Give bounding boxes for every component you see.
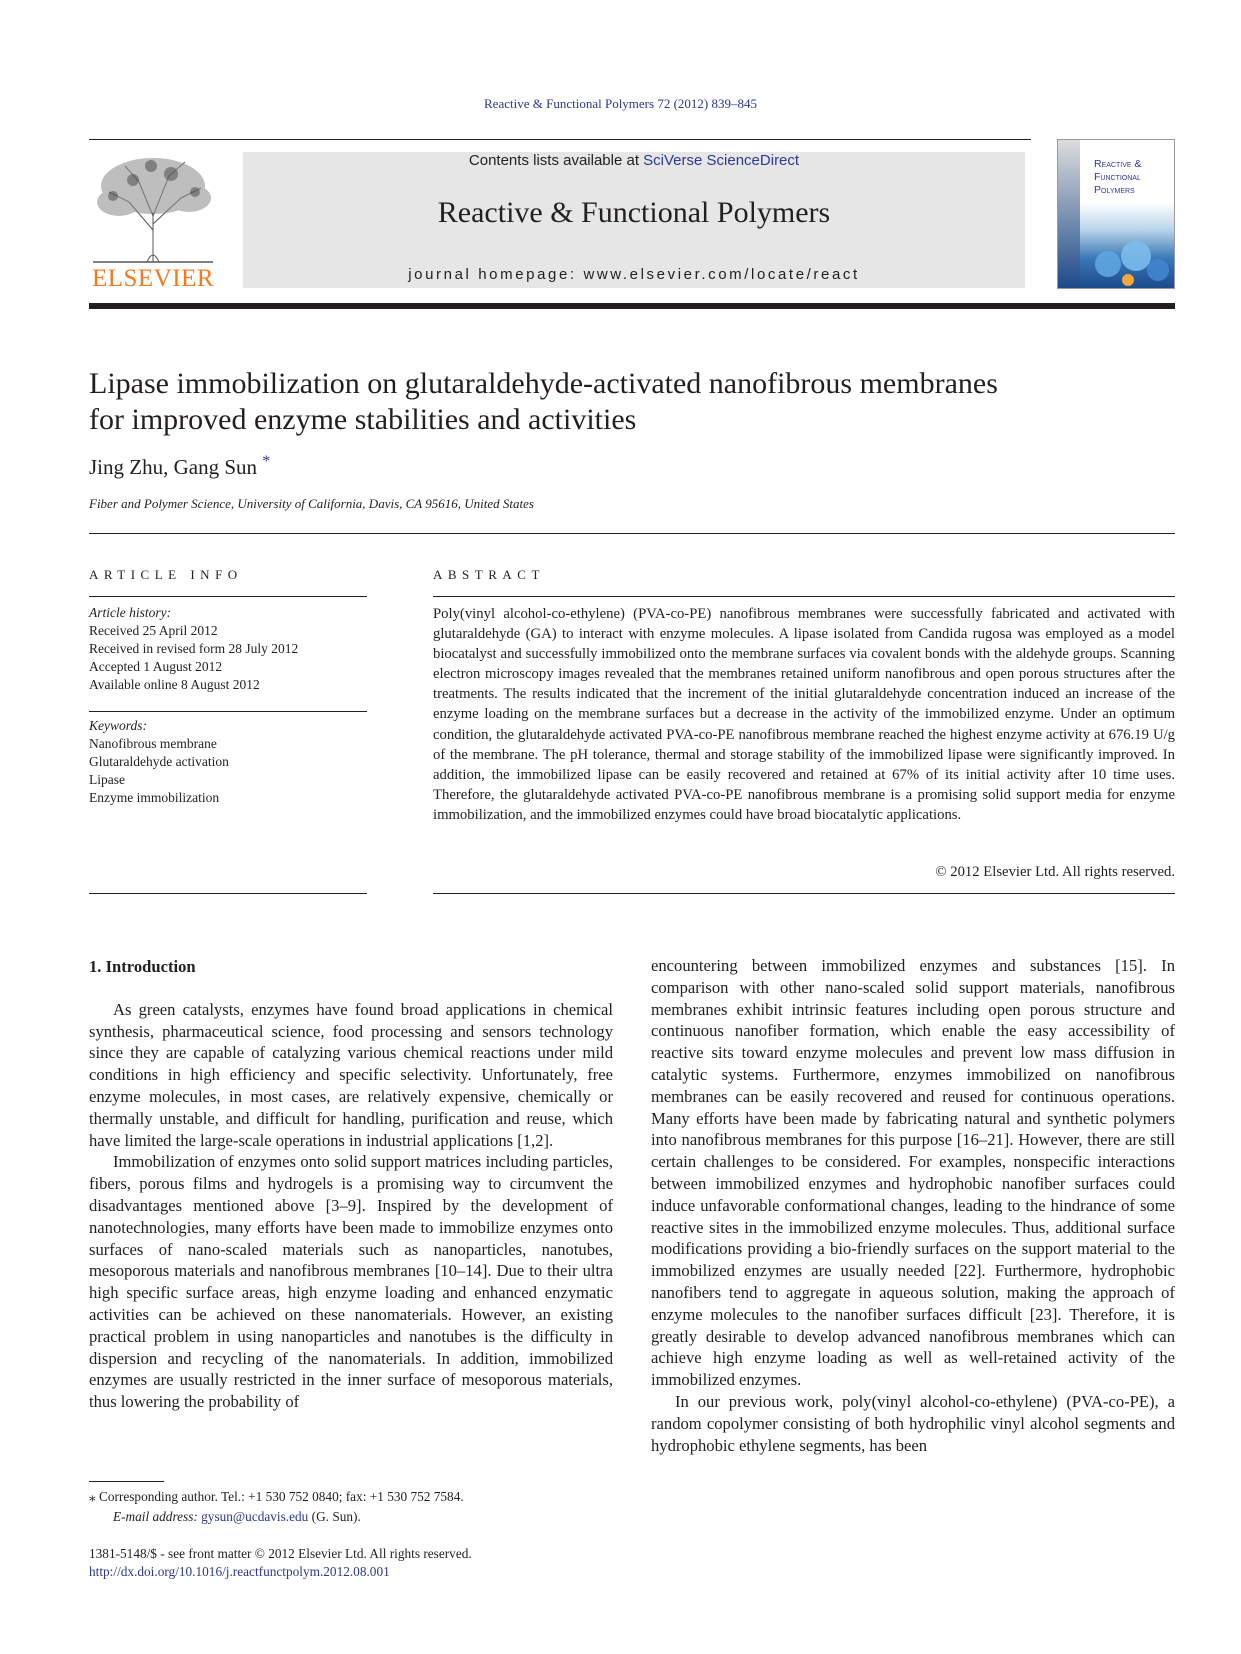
body-right-column bbox=[651, 955, 1175, 1456]
header-thick-rule bbox=[89, 303, 1175, 309]
keyword-item: Lipase bbox=[89, 772, 125, 787]
body-paragraph: As green catalysts, enzymes have found broad applications in chemical synthesis, pharmaceutical science, food processing and sensors technology since they are capable of catalyzing various chemical reactions under mild conditions in high efficiency and specific selectivity. Unfortunately, free enzyme molecules, in most cases, are relatively expensive, chemically or thermally unstable, and difficult for handling, purification and reuse, which have limited the large-scale operations in industrial applications [1,2]. bbox=[89, 999, 613, 1150]
footnote bbox=[89, 1487, 629, 1526]
abstract-heading: ABSTRACT bbox=[433, 567, 545, 582]
article-history bbox=[89, 604, 367, 694]
corresponding-author-mark[interactable]: * bbox=[262, 453, 271, 470]
footnote-line bbox=[89, 1487, 629, 1507]
section-heading: 1. Introduction bbox=[89, 957, 196, 976]
sciencedirect-link[interactable]: SciVerse ScienceDirect bbox=[643, 152, 800, 169]
keywords-label: Keywords: bbox=[89, 718, 147, 733]
email-suffix: (G. Sun). bbox=[311, 1508, 361, 1524]
issn-line: 1381-5148/$ - see front matter © 2012 Elsevier Ltd. All rights reserved. bbox=[89, 1546, 472, 1561]
email-link[interactable]: gysun@ucdavis.edu bbox=[201, 1508, 309, 1524]
keyword-item: Glutaraldehyde activation bbox=[89, 754, 229, 769]
keywords-rule bbox=[89, 711, 367, 712]
header-rule bbox=[89, 139, 1031, 140]
article-info-rule bbox=[89, 596, 367, 597]
abstract-rule bbox=[433, 596, 1175, 597]
footnote-rule bbox=[89, 1481, 164, 1482]
footnote-mark: ⁎ bbox=[89, 1489, 96, 1504]
author-list bbox=[89, 455, 270, 480]
history-label: Article history: bbox=[89, 605, 172, 620]
footnote-email-line bbox=[89, 1507, 629, 1527]
cover-spine bbox=[1058, 140, 1080, 288]
cover-spheres-icon bbox=[1088, 232, 1172, 288]
body-paragraph: Immobilization of enzymes onto solid support matrices including particles, fibers, porous films and hydrogels is a promising way to circumvent the disadvantages mentioned above [3–9]. Inspired by the development of nanotechnologies, many efforts have been made to immobilize enzymes onto surfaces of nano-scaled materials such as nanoparticles, nanotubes, mesoporous materials and nanofibrous membranes [10–14]. Due to their ultra high specific surface areas, high enzyme loading and enhanced enzymatic activities can be achieved on these nanomaterials. However, an existing practical problem in using nanoparticles and nanotubes is the difficulty in dispersion and recycling of the nanomaterials. In addition, immobilized enzymes are usually restricted in the inner surface of mesoporous materials, thus lowering the probability of bbox=[89, 1152, 613, 1412]
article-title-line: Lipase immobilization on glutaraldehyde-activated nanofibrous membranes bbox=[89, 367, 998, 400]
section-rule bbox=[89, 533, 1175, 534]
article-info-bottom-rule bbox=[89, 893, 367, 894]
contents-prefix: Contents lists available at bbox=[468, 152, 644, 169]
article-info-heading: ARTICLE INFO bbox=[89, 567, 243, 582]
author-names: Jing Zhu, Gang Sun bbox=[89, 455, 257, 479]
history-item: Accepted 1 August 2012 bbox=[89, 659, 223, 674]
elsevier-wordmark: ELSEVIER bbox=[91, 265, 215, 292]
history-item: Received in revised form 28 July 2012 bbox=[89, 641, 299, 656]
front-matter bbox=[89, 1545, 472, 1581]
elsevier-logo bbox=[89, 152, 217, 292]
keywords bbox=[89, 717, 367, 807]
keyword-item: Enzyme immobilization bbox=[89, 790, 220, 805]
abstract-copyright: © 2012 Elsevier Ltd. All rights reserved. bbox=[935, 864, 1175, 880]
body-left-column bbox=[89, 956, 613, 1413]
cover-title-line: Reactive & bbox=[1094, 158, 1142, 170]
email-label: E-mail address: bbox=[113, 1508, 198, 1524]
abstract-text: Poly(vinyl alcohol-co-ethylene) (PVA-co-PE) nanofibrous membranes were successfully fabricated and activated with glutaraldehyde (GA) to interact with enzyme molecules. A lipase isolated from Candida rugosa was employed as a model biocatalyst and successfully immobilized onto the membrane surfaces via covalent bonds with the aldehyde groups. Scanning electron microscopy images revealed that the membranes retained uniform nanofibrous and open porous structures after the treatments. The results indicated that the increment of the initial glutaraldehyde concentration induced an increase of the enzyme loading on the membrane surfaces but a decrease in the activity of the immobilized enzyme. Under an optimum condition, the glutaraldehyde activated PVA-co-PE nanofibrous membrane reached the highest enzyme activity at 676.19 U/g of the membrane. The pH tolerance, thermal and storage stability of the immobilized lipase were significantly improved. In addition, the immobilized lipase can be easily recovered and retained at 67% of its initial activity after 10 time uses. Therefore, the glutaraldehyde activated PVA-co-PE nanofibrous membrane is a promising solid support media for enzyme immobilization, and the immobilized enzymes could have broad biocatalytic applications. bbox=[433, 606, 1175, 823]
journal-cover bbox=[1057, 139, 1175, 289]
contents-line bbox=[243, 152, 1025, 169]
journal-homepage[interactable]: journal homepage: www.elsevier.com/locate/react bbox=[408, 266, 860, 283]
article-title-line: for improved enzyme stabilities and activities bbox=[89, 403, 637, 436]
doi-link[interactable]: http://dx.doi.org/10.1016/j.reactfunctpolym.2012.08.001 bbox=[89, 1564, 390, 1579]
body-paragraph: encountering between immobilized enzymes and substances [15]. In comparison with other nano-scaled solid support materials, nanofibrous membranes exhibit intrinsic features including open porous structure and continuous nanofiber formation, which enable the easy accessibility of reactive sits toward enzyme molecules and prevent low mass diffusion in catalytic systems. Furthermore, enzymes immobilized on nanofibrous membranes can be easily recovered and reused for continuous operations. Many efforts have been made by fabricating natural and synthetic polymers into nanofibrous membranes for this purpose [16–21]. However, there are still certain challenges to be considered. For examples, nonspecific interactions between immobilized enzymes and hydrophobic nanofiber surfaces could induce unfavorable conformational changes, leading to the hindrance of some reactive sites in the immobilized enzyme molecules. Thus, additional surface modifications providing a bio-friendly surfaces on the support material to the immobilized enzymes are usually needed [22]. Furthermore, hydrophobic nanofibers tend to aggregate in aqueous solution, making the approach of enzyme molecules to the nanofiber surfaces difficult [23]. Therefore, it is greatly desirable to develop advanced nanofibrous membranes which can achieve high enzyme loading as well as well-retained activity of the immobilized enzymes. bbox=[651, 956, 1175, 1390]
abstract-bottom-rule bbox=[433, 893, 1175, 894]
cover-title-line: Functional bbox=[1094, 171, 1141, 183]
journal-banner bbox=[243, 152, 1025, 288]
cover-title-line: Polymers bbox=[1094, 184, 1135, 196]
body-paragraph: In our previous work, poly(vinyl alcohol-co-ethylene) (PVA-co-PE), a random copolymer consisting of both hydrophilic vinyl alcohol segments and hydrophobic ethylene segments, has been bbox=[651, 1391, 1175, 1455]
journal-title: Reactive & Functional Polymers bbox=[437, 196, 831, 229]
keyword-item: Nanofibrous membrane bbox=[89, 736, 217, 751]
footnote-text: Corresponding author. Tel.: +1 530 752 0840; fax: +1 530 752 7584. bbox=[98, 1489, 464, 1504]
elsevier-tree-icon bbox=[89, 152, 217, 264]
history-item: Available online 8 August 2012 bbox=[89, 677, 260, 692]
cover-title bbox=[1094, 158, 1141, 197]
history-item: Received 25 April 2012 bbox=[89, 623, 218, 638]
article-title bbox=[89, 366, 1175, 438]
journal-citation[interactable]: Reactive & Functional Polymers 72 (2012) 839–845 bbox=[484, 96, 757, 111]
affiliation: Fiber and Polymer Science, University of California, Davis, CA 95616, United States bbox=[89, 496, 534, 511]
